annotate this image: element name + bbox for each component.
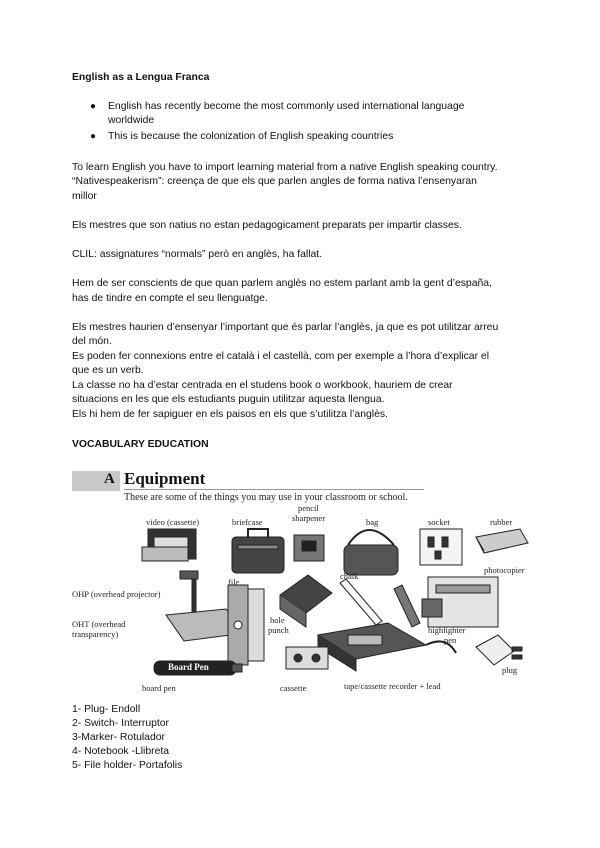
socket-icon [420,529,462,565]
paragraph-line: Els mestres que son natius no estan pedagogicament preparats per impartir classes. [72,220,462,231]
label-hole: hole [270,615,285,625]
label-highlighter: highlighter [428,625,466,635]
bullet-1-line-2: worldwide [108,115,155,126]
label-sharpener: sharpener [292,513,326,523]
board-pen-text: Board Pen [168,662,209,672]
paragraph-line: To learn English you have to import learning material from a native English speaking country. [72,162,498,173]
paragraph-line: Es poden fer connexions entre el català i el castellà, com per exemple a l’hora d’explicar el [72,351,490,362]
equipment-drawings [72,465,532,697]
vocab-item: 2- Switch- Interruptor [72,718,170,729]
label-briefcase: briefcase [232,517,263,527]
label-chalk: chalk [340,571,359,581]
paragraph-line: Els hi hem de fer sapiguer en els paisos en els que s’utilitza l’anglès. [72,409,388,420]
section-subtitle: These are some of the things you may use in your classroom or school. [124,492,408,503]
section-title: Equipment [124,469,206,488]
paragraph-line: La classe no ha d’estar centrada en el studens book o workbook, hauriem de crear [72,380,453,391]
paragraph-line: millor [72,191,97,202]
vocab-item: 3-Marker- Rotulador [72,732,165,743]
hole-punch-icon [280,575,332,627]
bullet-1-line-1: English has recently become the most commonly used international language [108,101,465,112]
label-socket: socket [428,517,450,527]
vocab-item: 5- File holder- Portafolis [72,760,183,771]
bullet-2-line-1: This is because the colonization of English speaking countries [108,131,394,142]
chalk-icon [340,579,382,625]
file-icon [228,585,264,665]
label-cassette: cassette [280,683,307,693]
paragraph-line: del món. [72,336,112,347]
pencil-sharpener-icon [294,535,324,561]
label-ohp: OHP (overhead projector) [72,589,161,599]
bullet-dot: ● [90,101,97,112]
label-board-pen: board pen [142,683,176,693]
equipment-illustration [72,465,532,697]
vocab-item: 1- Plug- Endoll [72,704,141,715]
document-heading: English as a Lengua Franca [72,72,210,83]
paragraph-line: que es un verb. [72,365,144,376]
briefcase-icon [232,529,284,573]
paragraph-line: has de tindre en compte el seu llenguatge. [72,293,268,304]
label-rubber: rubber [490,517,513,527]
video-cassette-icon [142,529,196,561]
plug-icon [476,635,522,665]
vocabulary-heading: VOCABULARY EDUCATION [72,439,209,450]
label-photocopier: photocopier [484,565,525,575]
photocopier-icon [422,577,498,627]
label-video: video (cassette) [146,517,200,527]
paragraph-line: CLIL: assignatures “normals” però en anglès, ha fallat. [72,249,323,260]
paragraph-line: Hem de ser conscients de que quan parlem anglès no estem parlant amb la gent d’españa, [72,278,492,289]
paragraph-line: “Nativespeakerism”: creença de que els que parlen angles de forma nativa l’ensenyaran [72,176,477,187]
label-highlighter-pen: pen [444,635,457,645]
section-letter: A [104,471,115,487]
label-pencil: pencil [298,503,319,513]
bullet-dot: ● [90,131,97,142]
label-punch: punch [268,625,289,635]
bag-icon [344,530,398,575]
paragraph-line: situacions en les que els estudiants puguin utilitzar aquesta llengua. [72,394,385,405]
label-bag: bag [366,517,379,527]
rubber-icon [476,529,528,553]
label-oht-1: OHT (overhead [72,619,126,629]
cassette-icon [286,647,328,669]
label-recorder: tape/cassette recorder + lead [344,681,441,691]
paragraph-line: Els mestres haurien d’ensenyar l’important que és parlar l’anglès, ja que es pot utilitzar arreu [72,322,499,333]
label-oht-2: transparency) [72,629,119,639]
highlighter-pen-icon [394,585,420,627]
label-file: file [228,577,240,587]
label-plug: plug [502,665,518,675]
vocab-item: 4- Notebook -Llibreta [72,746,170,757]
